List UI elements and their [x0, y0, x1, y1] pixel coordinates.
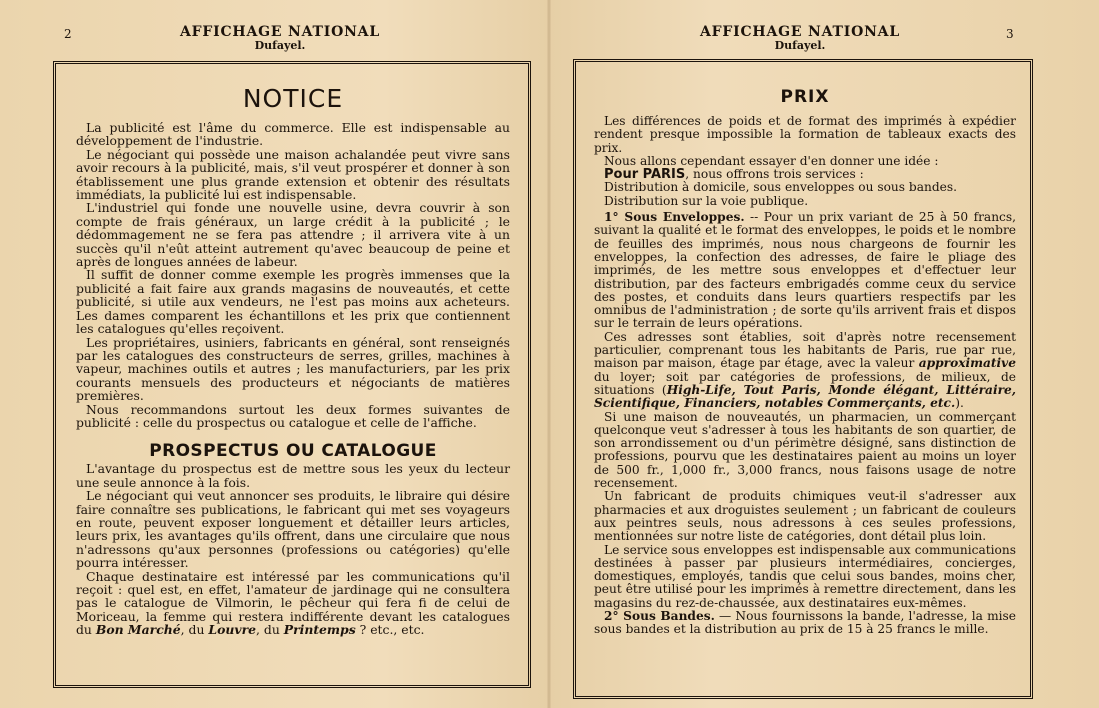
- left-header-title: AFFICHAGE NATIONAL: [180, 24, 380, 40]
- left-page-header: [140, 25, 420, 51]
- sous-bandes-label: 2° Sous Bandes.: [604, 608, 715, 623]
- notice-paragraph: La publicité est l'âme du commerce. Elle est indispensable au développement de l'industrie.: [76, 120, 510, 149]
- notice-paragraph: Il suffit de donner comme exemple les progrès immenses que la publicité a fait faire aux grands magasins de nouveautés, et cette publicité, si utile aux vendeurs, ne l'est pas moins aux acheteurs. Les dames comparent les échantillons et les prix que contiennent les catalogues qu'elles reçoivent.: [76, 267, 510, 337]
- right-header-subtitle: Dufayel.: [774, 38, 826, 52]
- prospectus-paragraph-last: [76, 570, 510, 637]
- categories-list: High-Life, Tout Paris, Monde élégant, Littéraire, Scientifique, Financiers, notables Commerçants, etc.: [594, 382, 1016, 411]
- text-run: Ces adresses sont établies, soit d'après notre recensement particulier, comprenant tous les habitants de Paris, rue par rue, maison par maison, étage par étage, avec la valeur: [594, 329, 1016, 371]
- prix-paragraph: Si une maison de nouveautés, un pharmacien, un commerçant quelconque veut s'adresser à tous les habitants de son quartier, de son arrondissement ou d'un périmètre désigné, sans distinction de professions, pourvu que les destinataires paient au moins un loyer de 500 fr., 1,000 fr., 3,000 francs, nous faisons usage de notre recensement.: [594, 409, 1016, 491]
- sous-enveloppes-label: 1° Sous Enveloppes.: [604, 210, 745, 225]
- left-header-subtitle: Dufayel.: [254, 38, 306, 52]
- bon-marche-name: Bon Marché: [95, 622, 181, 638]
- notice-frame: [53, 61, 531, 688]
- notice-title: NOTICE: [242, 84, 344, 113]
- right-page-header: [660, 25, 940, 51]
- prix-frame: [573, 59, 1033, 699]
- page-fold: [547, 0, 551, 708]
- prix-paragraph: Nous allons cependant essayer d'en donner une idée :: [604, 153, 939, 168]
- adresses-paragraph: [594, 331, 1016, 411]
- pour-paris-line: [594, 168, 1016, 181]
- right-header-title: AFFICHAGE NATIONAL: [700, 24, 900, 40]
- left-page-number: 2: [64, 27, 72, 41]
- prospectus-paragraph: Le négociant qui veut annoncer ses produits, le libraire qui désire faire connaître ses publications, le fabricant qui met ses voyageurs en route, peuvent exposer longuement et détailler leurs articles, leurs prix, les avantages qu'ils offrent, dans une circulaire que nous n'adressons qu'aux personnes (professions ou catégories) qu'elle pourra intéresser.: [76, 488, 510, 571]
- text-run: ? etc., etc.: [359, 622, 425, 638]
- text-run: , du: [180, 622, 205, 638]
- right-page-number: 3: [1006, 27, 1014, 41]
- sous-enveloppes-paragraph: [594, 211, 1016, 331]
- prix-paragraph: Le service sous enveloppes est indispensable aux communications destinées à passer par plusieurs intermédiaires, concierges, domestiques, employés, tandis que celui sous bandes, moins cher, peut être utilisé pour les imprimés à remettre directement, dans les magasins du rez-de-chaussée, aux destinataires eux-mêmes.: [594, 542, 1016, 610]
- text-run: — Nous fournissons la bande, l'adresse, la mise sous bandes et la distribution au prix de 15 à 25 francs le mille.: [594, 608, 1017, 637]
- text-run: , du: [256, 622, 280, 638]
- notice-paragraph: Le négociant qui possède une maison achalandée peut vivre sans avoir recours à la publicité, mais, s'il veut prospérer et donner à son établissement une plus grande extension et obtenir des résultats immédiats, la publicité lui est indispensable.: [76, 146, 510, 203]
- text-run: Chaque destinataire est intéressé par les communications qu'il reçoit : quel est, en effet, l'amateur de jardinage qui ne consultera pas le catalogue de Vilmorin, le pêcheur qui fera fi de celui de Moriceau, la femme qui restera indifférente devant les catalogues du: [76, 568, 510, 638]
- text-run: , nous offrons trois services :: [685, 167, 864, 182]
- prix-paragraph: Un fabricant de produits chimiques veut-il s'adresser aux pharmacies et aux droguistes seulement ; un fabricant de couleurs aux peintres seuls, nous adressons à ces seules professions, mentionnées sur notre liste de catégories, dont détail plus loin.: [594, 489, 1016, 544]
- notice-paragraph: Les propriétaires, usiniers, fabricants en général, sont renseignés par les catalogues des constructeurs de serres, grilles, machines à vapeur, machines outils et autres ; les manufacturiers, par les prix courants mensuels des producteurs et négociants de matières premières.: [76, 334, 510, 404]
- prix-paragraph: Les différences de poids et de format des imprimés à expédier rendent presque impossible la formation de tableaux exacts des prix.: [594, 114, 1016, 155]
- notice-paragraph: Nous recommandons surtout les deux formes suivantes de publicité : celle du prospectus ou catalogue et celle de l'affiche.: [76, 401, 510, 430]
- louvre-name: Louvre: [208, 622, 257, 638]
- approximative-word: approximative: [918, 356, 1016, 371]
- service-line: Distribution sur la voie publique.: [604, 193, 809, 208]
- pour-paris-label: Pour PARIS: [604, 167, 686, 183]
- prospectus-paragraph: L'avantage du prospectus est de mettre sous les yeux du lecteur une seule annonce à la fois.: [76, 461, 510, 490]
- printemps-name: Printemps: [283, 622, 356, 638]
- prospectus-heading: PROSPECTUS OU CATALOGUE: [149, 441, 437, 462]
- text-run: du loyer; soit par catégories de professions, de milieux, de situations (: [594, 369, 1016, 397]
- notice-paragraph: L'industriel qui fonde une nouvelle usine, devra couvrir à son compte de frais généraux, un large crédit à la publicité ; le dédommagement ne se fera pas attendre ; il arrivera vite à un succès qu'il n'eût atteint autrement qu'avec beaucoup de peine et après de longues années de labeur.: [76, 200, 510, 270]
- prix-title: PRIX: [780, 87, 830, 107]
- service-line: Distribution à domicile, sous enveloppes ou sous bandes.: [604, 180, 957, 195]
- text-run: -- Pour un prix variant de 25 à 50 francs, suivant la qualité et le format des enveloppes, le poids et le nombre de feuilles des imprimés, nous nous chargeons de fournir les enveloppes, la confection des adresses, de faire le pliage des imprimés, de les mettre sous enveloppes et d'effectuer leur distribution, par des facteurs embrigadés comme ceux du service des postes, et conduits dans leurs quartiers respectifs par les omnibus de l'administration ; de sorte qu'ils arrivent frais et dispos sur le terrain de leurs opérations.: [594, 210, 1017, 331]
- text-run: ).: [955, 396, 964, 411]
- sous-bandes-paragraph: [594, 610, 1016, 637]
